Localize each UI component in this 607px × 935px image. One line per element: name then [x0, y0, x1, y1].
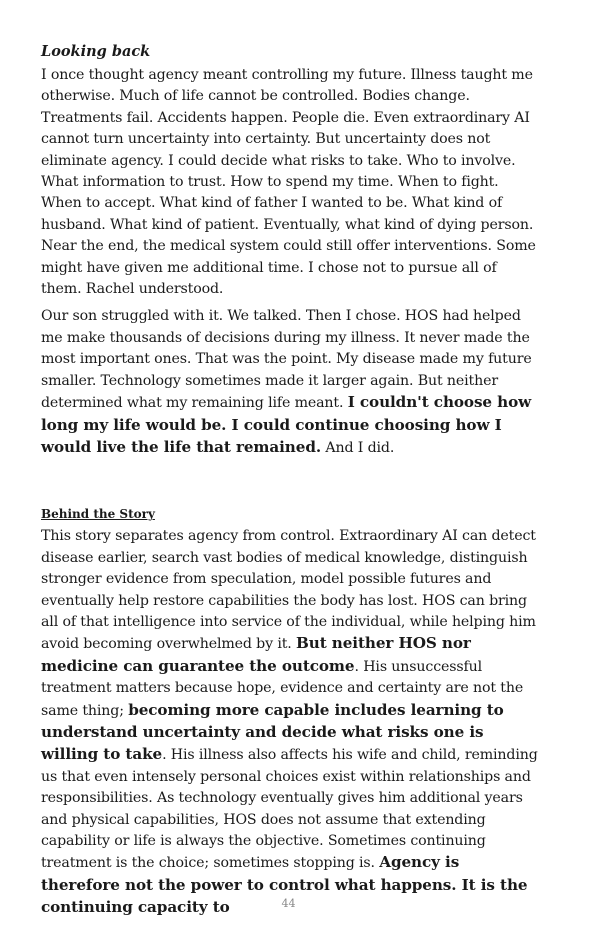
paragraph-looking-back-2: [41, 306, 541, 459]
emphasis-text: Agency is therefore not the power to control what happens. It is the continuing capacity to: [41, 853, 528, 917]
emphasis-text: becoming more capable includes learning to understand uncertainty and decide what risks one is willing to take: [41, 700, 504, 764]
page-number: 44: [281, 897, 296, 910]
paragraph-behind-the-story: [41, 526, 541, 919]
page-content: [41, 40, 541, 926]
paragraph-text: I once thought agency meant controlling my future. Illness taught me otherwise. Much of life cannot be controlled. Bodies change. Treatments fail. Accidents happen. People die. Even extraordinary AI cannot turn uncertainty into certainty. But uncertainty does not eliminate agency. I could decide what risks to take. Who to involve. What information to trust. How to spend my time. When to fight. When to accept. What kind of father I wanted to be. What kind of husband. What kind of patient. Eventually, what kind of dying person. Near the end, the medical system could still offer interventions. Some might have given me additional time. I chose not to pursue all of them. Rachel understood.: [41, 67, 536, 298]
paragraph-looking-back-1: [41, 65, 541, 300]
emphasis-text: But neither HOS nor medicine can guarantee the outcome: [41, 634, 471, 675]
paragraph-text-end: And I did.: [325, 439, 395, 456]
emphasis-text: I couldn't choose how long my life would be. I could continue choosing how I would live the life that remained.: [41, 393, 532, 456]
paragraph-text: This story separates agency from control. Extraordinary AI can detect disease earlier, search vast bodies of medical knowledge, distinguish stronger evidence from speculation, model possible futures and eventually help restore capabilities the body has lost. HOS can bring all of that intelligence into service of the individual, while helping him avoid becoming overwhelmed by it.: [41, 528, 536, 653]
section-heading-looking-back: Looking back: [41, 43, 151, 60]
paragraph-text: . His illness also affects his wife and child, reminding us that even intensely personal choices exist within relationships and responsibilities. As technology eventually gives him additional years and physical capabilities, HOS does not assume that extending capability or life is always the objective. Sometimes continuing treatment is the choice; sometimes stopping is.: [41, 747, 538, 872]
paragraph-text: Our son struggled with it. We talked. Then I chose. HOS had helped me make thousands of decisions during my illness. It never made the most important ones. That was the point. My disease made my future smaller. Technology sometimes made it larger again. But neither determined what my remaining life meant.: [41, 308, 532, 412]
paragraph-text: . His unsuccessful treatment matters because hope, evidence and certainty are not the same thing;: [41, 658, 524, 719]
section-heading-behind-the-story: Behind the Story: [41, 507, 155, 522]
